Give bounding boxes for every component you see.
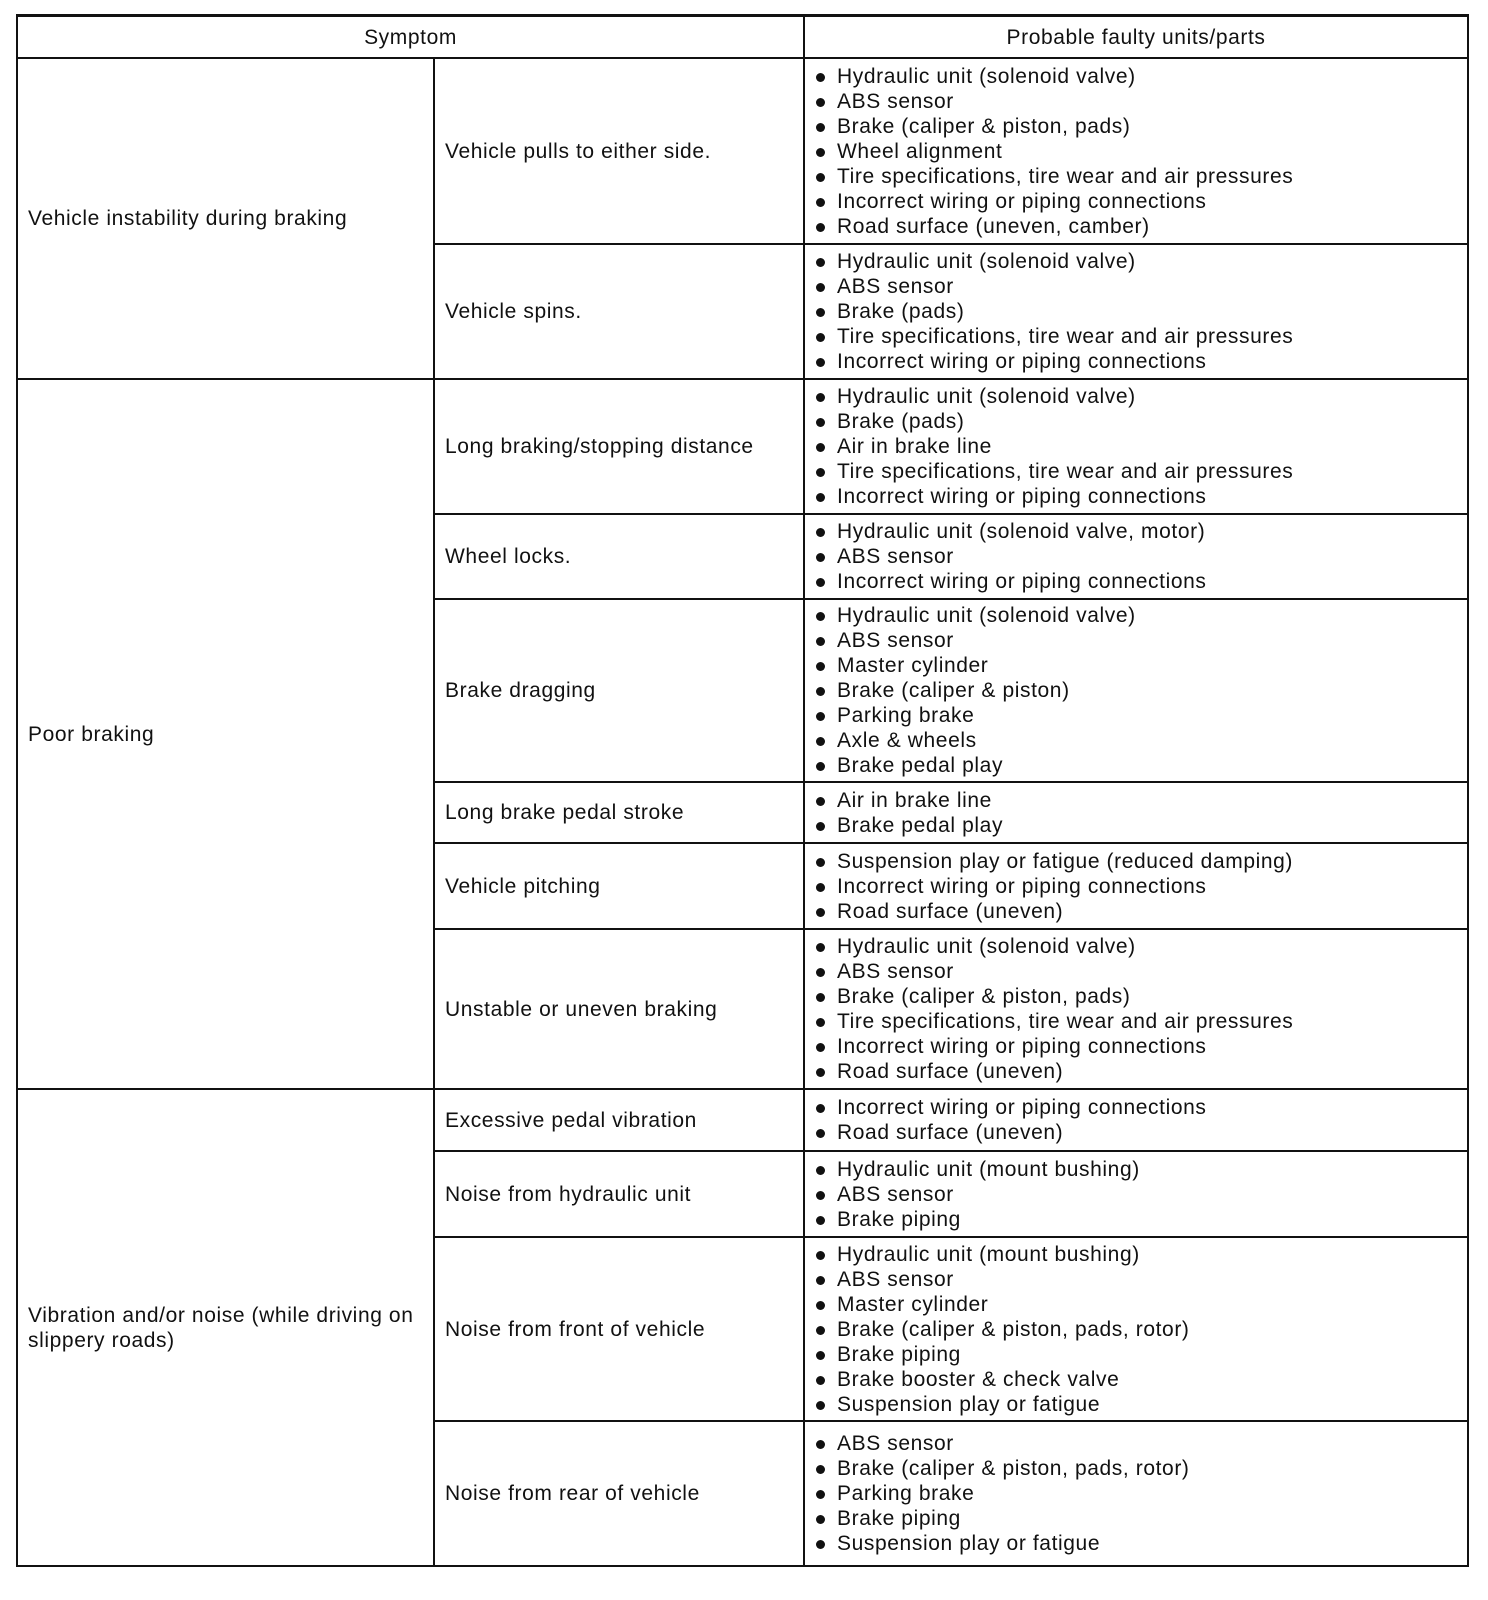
bullet-icon — [816, 993, 825, 1002]
probable-parts-cell — [804, 244, 1468, 379]
part-label: Brake piping — [837, 1342, 961, 1366]
bullet-icon — [816, 223, 825, 232]
probable-parts-cell — [804, 514, 1468, 599]
part-label: Brake pedal play — [837, 754, 1004, 777]
part-label: Axle & wheels — [837, 729, 977, 752]
bullet-icon — [816, 637, 825, 646]
part-label: Tire specifications, tire wear and air pressures — [837, 1010, 1294, 1033]
bullet-icon — [816, 578, 825, 587]
bullet-icon — [816, 968, 825, 977]
list-item — [815, 249, 1457, 274]
part-label: ABS sensor — [837, 960, 954, 983]
list-item — [815, 1431, 1457, 1456]
symptom-detail: Brake dragging — [434, 599, 804, 782]
part-label: Incorrect wiring or piping connections — [837, 1096, 1207, 1119]
bullet-icon — [816, 1465, 825, 1474]
part-label: ABS sensor — [837, 275, 954, 298]
parts-list — [815, 64, 1457, 239]
part-label: Incorrect wiring or piping connections — [837, 1035, 1207, 1058]
bullet-icon — [816, 1540, 825, 1549]
bullet-icon — [816, 737, 825, 746]
bullet-icon — [816, 1376, 825, 1385]
bullet-icon — [816, 468, 825, 477]
part-label: Brake (pads) — [837, 300, 965, 323]
list-item — [815, 164, 1457, 189]
list-item — [815, 1207, 1457, 1232]
bullet-icon — [816, 858, 825, 867]
list-item — [815, 603, 1457, 628]
part-label: Wheel alignment — [837, 139, 1003, 163]
list-item — [815, 569, 1457, 594]
symptom-category: Poor braking — [17, 379, 434, 1089]
list-item — [815, 984, 1457, 1009]
list-item — [815, 459, 1457, 484]
list-item — [815, 1342, 1457, 1367]
parts-list — [815, 1157, 1457, 1232]
list-item — [815, 384, 1457, 409]
bullet-icon — [816, 712, 825, 721]
bullet-icon — [816, 1166, 825, 1175]
parts-list — [815, 849, 1457, 924]
list-item — [815, 89, 1457, 114]
parts-list — [815, 1431, 1457, 1556]
table-row — [17, 58, 1468, 244]
list-item — [815, 1095, 1457, 1120]
part-label: Air in brake line — [837, 788, 992, 812]
symptom-detail: Vehicle pulls to either side. — [434, 58, 804, 244]
part-label: Air in brake line — [837, 435, 992, 458]
bullet-icon — [816, 1515, 825, 1524]
part-label: Master cylinder — [837, 1292, 989, 1316]
part-label: Tire specifications, tire wear and air pressures — [837, 460, 1294, 483]
list-item — [815, 1531, 1457, 1556]
probable-faulty-parts-column-header: Probable faulty units/parts — [804, 16, 1468, 59]
probable-parts-cell — [804, 1237, 1468, 1421]
list-item — [815, 349, 1457, 374]
bullet-icon — [816, 1043, 825, 1052]
abs-fault-table — [16, 14, 1469, 1567]
part-label: Road surface (uneven, camber) — [837, 214, 1150, 238]
part-label: Tire specifications, tire wear and air pressures — [837, 325, 1294, 348]
list-item — [815, 753, 1457, 778]
part-label: Brake (pads) — [837, 410, 965, 433]
list-item — [815, 1367, 1457, 1392]
symptom-detail: Long brake pedal stroke — [434, 782, 804, 843]
probable-parts-cell — [804, 599, 1468, 782]
list-item — [815, 874, 1457, 899]
list-item — [815, 64, 1457, 89]
bullet-icon — [816, 493, 825, 502]
probable-parts-cell — [804, 1151, 1468, 1237]
parts-list — [815, 519, 1457, 594]
list-item — [815, 434, 1457, 459]
symptom-category: Vehicle instability during braking — [17, 58, 434, 379]
part-label: ABS sensor — [837, 545, 954, 568]
list-item — [815, 1034, 1457, 1059]
bullet-icon — [816, 1216, 825, 1225]
list-item — [815, 1242, 1457, 1267]
list-item — [815, 628, 1457, 653]
list-item — [815, 519, 1457, 544]
list-item — [815, 1317, 1457, 1342]
symptom-detail: Long braking/stopping distance — [434, 379, 804, 514]
list-item — [815, 114, 1457, 139]
table-body — [17, 58, 1468, 1566]
bullet-icon — [816, 358, 825, 367]
part-label: Brake (caliper & piston, pads, rotor) — [837, 1317, 1190, 1341]
part-label: Brake booster & check valve — [837, 1367, 1120, 1391]
bullet-icon — [816, 797, 825, 806]
probable-parts-cell — [804, 782, 1468, 843]
part-label: Brake piping — [837, 1207, 961, 1231]
part-label: ABS sensor — [837, 1182, 954, 1206]
bullet-icon — [816, 73, 825, 82]
bullet-icon — [816, 1326, 825, 1335]
list-item — [815, 1182, 1457, 1207]
list-item — [815, 728, 1457, 753]
bullet-icon — [816, 1351, 825, 1360]
symptom-detail: Noise from rear of vehicle — [434, 1421, 804, 1566]
bullet-icon — [816, 198, 825, 207]
bullet-icon — [816, 908, 825, 917]
list-item — [815, 959, 1457, 984]
probable-parts-cell — [804, 843, 1468, 929]
list-item — [815, 484, 1457, 509]
list-item — [815, 1456, 1457, 1481]
part-label: Road surface (uneven) — [837, 1121, 1064, 1144]
bullet-icon — [816, 283, 825, 292]
part-label: Master cylinder — [837, 654, 989, 677]
bullet-icon — [816, 333, 825, 342]
bullet-icon — [816, 1068, 825, 1077]
bullet-icon — [816, 308, 825, 317]
part-label: Suspension play or fatigue (reduced damping) — [837, 849, 1294, 873]
part-label: Hydraulic unit (solenoid valve) — [837, 250, 1136, 273]
bullet-icon — [816, 1018, 825, 1027]
part-label: Brake piping — [837, 1507, 961, 1530]
list-item — [815, 409, 1457, 434]
symptom-detail: Unstable or uneven braking — [434, 929, 804, 1089]
part-label: Suspension play or fatigue — [837, 1532, 1101, 1555]
part-label: Incorrect wiring or piping connections — [837, 485, 1207, 508]
part-label: Hydraulic unit (solenoid valve) — [837, 64, 1136, 88]
probable-parts-cell — [804, 1421, 1468, 1566]
bullet-icon — [816, 553, 825, 562]
bullet-icon — [816, 258, 825, 267]
part-label: ABS sensor — [837, 1267, 954, 1291]
part-label: Incorrect wiring or piping connections — [837, 189, 1207, 213]
part-label: Hydraulic unit (solenoid valve, motor) — [837, 520, 1206, 543]
bullet-icon — [816, 662, 825, 671]
list-item — [815, 1506, 1457, 1531]
bullet-icon — [816, 418, 825, 427]
bullet-icon — [816, 98, 825, 107]
bullet-icon — [816, 443, 825, 452]
symptom-column-header: Symptom — [17, 16, 804, 59]
probable-parts-cell — [804, 58, 1468, 244]
part-label: Brake (caliper & piston, pads, rotor) — [837, 1457, 1190, 1480]
list-item — [815, 1120, 1457, 1145]
list-item — [815, 274, 1457, 299]
part-label: Brake (caliper & piston, pads) — [837, 985, 1131, 1008]
symptom-category: Vibration and/or noise (while driving on slippery roads) — [17, 1089, 434, 1566]
table-row — [17, 379, 1468, 514]
bullet-icon — [816, 1104, 825, 1113]
bullet-icon — [816, 1251, 825, 1260]
bullet-icon — [816, 1191, 825, 1200]
part-label: Hydraulic unit (solenoid valve) — [837, 935, 1136, 958]
list-item — [815, 1059, 1457, 1084]
parts-list — [815, 788, 1457, 838]
part-label: ABS sensor — [837, 89, 954, 113]
bullet-icon — [816, 148, 825, 157]
parts-list — [815, 249, 1457, 374]
part-label: Incorrect wiring or piping connections — [837, 570, 1207, 593]
list-item — [815, 1267, 1457, 1292]
bullet-icon — [816, 1490, 825, 1499]
bullet-icon — [816, 528, 825, 537]
list-item — [815, 299, 1457, 324]
parts-list — [815, 384, 1457, 509]
part-label: Hydraulic unit (solenoid valve) — [837, 385, 1136, 408]
list-item — [815, 934, 1457, 959]
bullet-icon — [816, 1129, 825, 1138]
part-label: Incorrect wiring or piping connections — [837, 874, 1207, 898]
part-label: Tire specifications, tire wear and air pressures — [837, 164, 1294, 188]
list-item — [815, 849, 1457, 874]
symptom-detail: Wheel locks. — [434, 514, 804, 599]
list-item — [815, 139, 1457, 164]
parts-list — [815, 1242, 1457, 1417]
part-label: Hydraulic unit (solenoid valve) — [837, 604, 1136, 627]
parts-list — [815, 1095, 1457, 1145]
list-item — [815, 324, 1457, 349]
list-item — [815, 703, 1457, 728]
bullet-icon — [816, 393, 825, 402]
symptom-detail: Excessive pedal vibration — [434, 1089, 804, 1151]
list-item — [815, 788, 1457, 813]
part-label: Brake (caliper & piston) — [837, 679, 1070, 702]
list-item — [815, 189, 1457, 214]
bullet-icon — [816, 612, 825, 621]
part-label: Parking brake — [837, 1482, 975, 1505]
part-label: Brake pedal play — [837, 813, 1004, 837]
symptom-detail: Vehicle pitching — [434, 843, 804, 929]
list-item — [815, 1392, 1457, 1417]
list-item — [815, 1481, 1457, 1506]
list-item — [815, 544, 1457, 569]
probable-parts-cell — [804, 929, 1468, 1089]
symptom-detail: Vehicle spins. — [434, 244, 804, 379]
part-label: Hydraulic unit (mount bushing) — [837, 1157, 1140, 1181]
list-item — [815, 678, 1457, 703]
bullet-icon — [816, 883, 825, 892]
parts-list — [815, 603, 1457, 778]
bullet-icon — [816, 173, 825, 182]
symptom-detail: Noise from front of vehicle — [434, 1237, 804, 1421]
list-item — [815, 653, 1457, 678]
list-item — [815, 1157, 1457, 1182]
probable-parts-cell — [804, 1089, 1468, 1151]
bullet-icon — [816, 1276, 825, 1285]
part-label: Hydraulic unit (mount bushing) — [837, 1242, 1140, 1266]
part-label: Parking brake — [837, 704, 975, 727]
list-item — [815, 813, 1457, 838]
bullet-icon — [816, 687, 825, 696]
symptom-detail: Noise from hydraulic unit — [434, 1151, 804, 1237]
parts-list — [815, 934, 1457, 1084]
part-label: Suspension play or fatigue — [837, 1392, 1101, 1416]
fault-table-sheet — [16, 14, 1467, 1567]
table-header-row — [17, 16, 1468, 59]
bullet-icon — [816, 123, 825, 132]
bullet-icon — [816, 762, 825, 771]
part-label: ABS sensor — [837, 1432, 954, 1455]
list-item — [815, 899, 1457, 924]
probable-parts-cell — [804, 379, 1468, 514]
bullet-icon — [816, 1301, 825, 1310]
table-row — [17, 1089, 1468, 1151]
list-item — [815, 1292, 1457, 1317]
part-label: ABS sensor — [837, 629, 954, 652]
bullet-icon — [816, 822, 825, 831]
bullet-icon — [816, 1401, 825, 1410]
part-label: Brake (caliper & piston, pads) — [837, 114, 1131, 138]
part-label: Road surface (uneven) — [837, 1060, 1064, 1083]
part-label: Incorrect wiring or piping connections — [837, 350, 1207, 373]
bullet-icon — [816, 943, 825, 952]
list-item — [815, 214, 1457, 239]
bullet-icon — [816, 1440, 825, 1449]
part-label: Road surface (uneven) — [837, 899, 1064, 923]
list-item — [815, 1009, 1457, 1034]
